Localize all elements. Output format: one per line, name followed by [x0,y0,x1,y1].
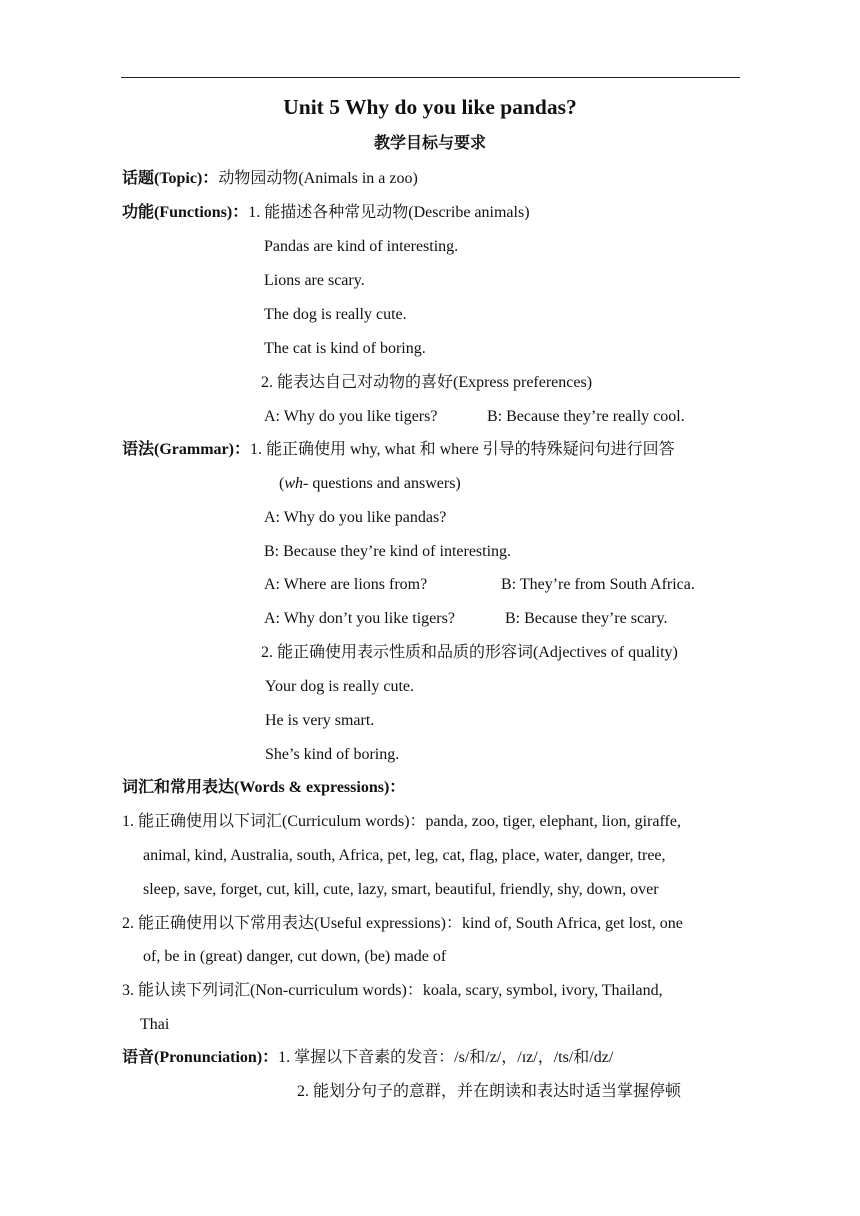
grammar-example: B: Because they’re kind of interesting. [264,543,512,560]
topic-label: 话题(Topic)： [122,170,219,187]
open-paren: ( [279,475,285,492]
pronunciation-line [122,1048,613,1068]
grammar-item-1-continued [279,474,461,494]
wh-italic: wh- [284,475,309,492]
functions-example: Pandas are kind of interesting. [264,238,459,255]
pronunciation-item-2: 2. 能划分句子的意群，并在朗读和表达时适当掌握停顿 [297,1083,682,1100]
words-item-1-cont: animal, kind, Australia, south, Africa, pet, leg, cat, flag, place, water, danger, tree, [143,847,666,864]
grammar-example: A: Why don’t you like tigers? [264,610,455,627]
grammar-item-1: 1. 能正确使用 why, what 和 where 引导的特殊疑问句进行回答 [249,441,675,458]
functions-example: Lions are scary. [264,272,365,289]
functions-example: The cat is kind of boring. [264,340,426,357]
wh-rest: questions and answers) [308,475,461,492]
words-label: 词汇和常用表达(Words & expressions)： [122,779,406,796]
pronunciation-item-1: 1. 掌握以下音素的发音：/s/和/z/，/ɪz/，/ts/和/dz/ [278,1049,614,1066]
functions-label: 功能(Functions)： [122,204,249,221]
functions-line [122,203,530,223]
words-item-2-cont: of, be in (great) danger, cut down, (be) made of [143,948,447,965]
header-rule [121,77,740,78]
grammar-example: A: Why do you like pandas? [264,509,447,526]
grammar-example: He is very smart. [265,712,375,729]
page-subtitle: 教学目标与要求 [373,135,486,152]
words-item-3: 3. 能认读下列词汇(Non-curriculum words)：koala, scary, symbol, ivory, Thailand, [122,982,663,999]
functions-dialog-b: B: Because they’re really cool. [487,408,685,425]
words-item-1: 1. 能正确使用以下词汇(Curriculum words)：panda, zoo, tiger, elephant, lion, giraffe, [122,813,681,830]
functions-item-1: 1. 能描述各种常见动物(Describe animals) [248,204,530,221]
grammar-item-2: 2. 能正确使用表示性质和品质的形容词(Adjectives of quality) [261,644,678,661]
functions-example: The dog is really cute. [264,306,407,323]
pronunciation-label: 语音(Pronunciation)： [122,1049,279,1066]
grammar-label: 语法(Grammar)： [122,441,250,458]
words-item-2: 2. 能正确使用以下常用表达(Useful expressions)：kind of, South Africa, get lost, one [122,915,683,932]
grammar-example: B: They’re from South Africa. [501,576,695,593]
grammar-example: Your dog is really cute. [265,678,415,695]
page-title: Unit 5 Why do you like pandas? [283,95,577,119]
topic-line [122,169,418,189]
grammar-example: A: Where are lions from? [264,576,428,593]
words-item-1-cont: sleep, save, forget, cut, kill, cute, lazy, smart, beautiful, friendly, shy, down, over [143,881,659,898]
grammar-example: B: Because they’re scary. [505,610,668,627]
grammar-example: She’s kind of boring. [265,746,400,763]
functions-dialog-a: A: Why do you like tigers? [264,408,438,425]
grammar-line [122,440,675,460]
words-item-3-cont: Thai [140,1016,170,1033]
topic-text: 动物园动物(Animals in a zoo) [218,170,418,187]
functions-item-2: 2. 能表达自己对动物的喜好(Express preferences) [261,374,593,391]
